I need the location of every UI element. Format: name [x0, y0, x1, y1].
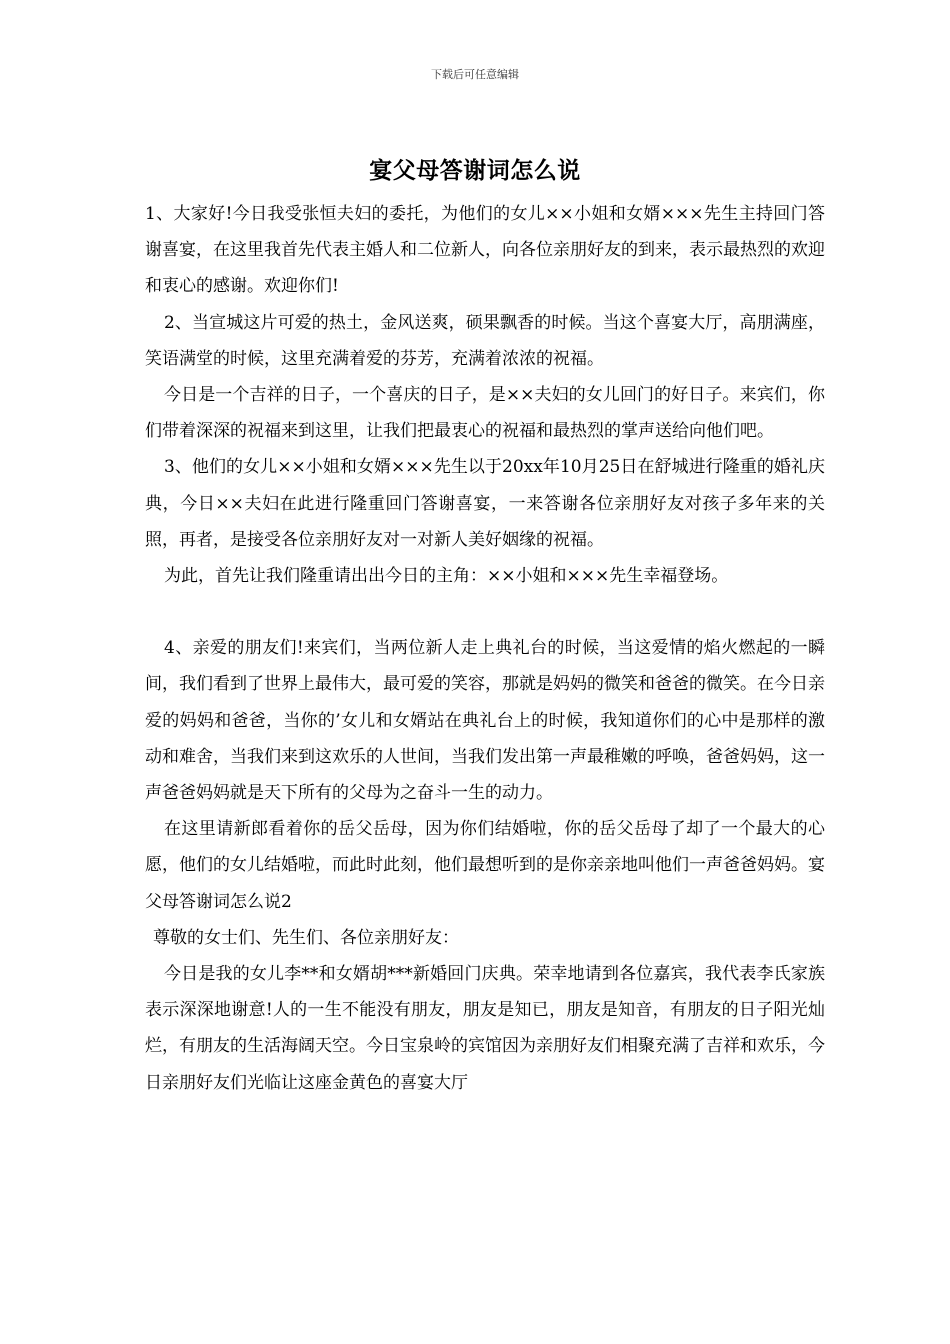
paragraph-5: 为此，首先让我们隆重请出出今日的主角：××小姐和×××先生幸福登场。: [164, 566, 729, 587]
paragraph-1: 1、大家好!今日我受张恒夫妇的委托，为他们的女儿××小姐和女婿×××先生主持回门答谢喜宴，在这里我首先代表主婚人和二位新人，向各位亲朋好友的到来，表示最热烈的欢迎和衷心的感谢。欢迎你们!: [145, 204, 825, 297]
paragraph-2: 2、当宣城这片可爱的热土，金风送爽，硕果飘香的时候。当这个喜宴大厅，高朋满座，笑语满堂的时候，这里充满着爱的芬芳，充满着浓浓的祝福。: [145, 312, 825, 369]
paragraph-6: 4、亲爱的朋友们!来宾们，当两位新人走上典礼台的时候，当这爱情的焰火燃起的一瞬间，我们看到了世界上最伟大，最可爱的笑容，那就是妈妈的微笑和爸爸的微笑。在今日亲爱的妈妈和爸爸，当你的’女儿和女婿站在典礼台上的时候，我知道你们的心中是那样的激动和难舍，当我们来到这欢乐的人世间，当我们发出第一声最稚嫩的呼唤，爸爸妈妈，这一声爸爸妈妈就是天下所有的父母为之奋斗一生的动力。: [145, 638, 825, 804]
paragraph-7: 在这里请新郎看着你的岳父岳母，因为你们结婚啦，你的岳父岳母了却了一个最大的心愿，他们的女儿结婚啦，而此时此刻，他们最想听到的是你亲亲地叫他们一声爸爸妈妈。宴父母答谢词怎么说2: [145, 819, 825, 912]
paragraph-9: 今日是我的女儿李**和女婿胡***新婚回门庆典。荣幸地请到各位嘉宾，我代表李氏家族表示深深地谢意!人的一生不能没有朋友，朋友是知已，朋友是知音，有朋友的日子阳光灿烂，有朋友的生活海阔天空。今日宝泉岭的宾馆因为亲朋好友们相聚充满了吉祥和欢乐，今日亲朋好友们光临让这座金黄色的喜宴大厅: [145, 964, 825, 1093]
document-title: 宴父母答谢词怎么说: [369, 158, 581, 184]
paragraph-3: 今日是一个吉祥的日子，一个喜庆的日子，是××夫妇的女儿回门的好日子。来宾们，你们带着深深的祝福来到这里，让我们把最衷心的祝福和最热烈的掌声送给向他们吧。: [145, 385, 825, 442]
paragraph-4: 3、他们的女儿××小姐和女婿×××先生以于20xx年10月25日在舒城进行隆重的婚礼庆典，今日××夫妇在此进行隆重回门答谢喜宴，一来答谢各位亲朋好友对孩子多年来的关照，再者，是接受各位亲朋好友对一对新人美好姻缘的祝福。: [145, 457, 825, 550]
download-note: 下载后可任意编辑: [431, 68, 519, 81]
document-body: [145, 196, 825, 1101]
paragraph-gap: [145, 594, 825, 630]
paragraph-8: 尊敬的女士们、先生们、各位亲朋好友：: [153, 927, 459, 948]
